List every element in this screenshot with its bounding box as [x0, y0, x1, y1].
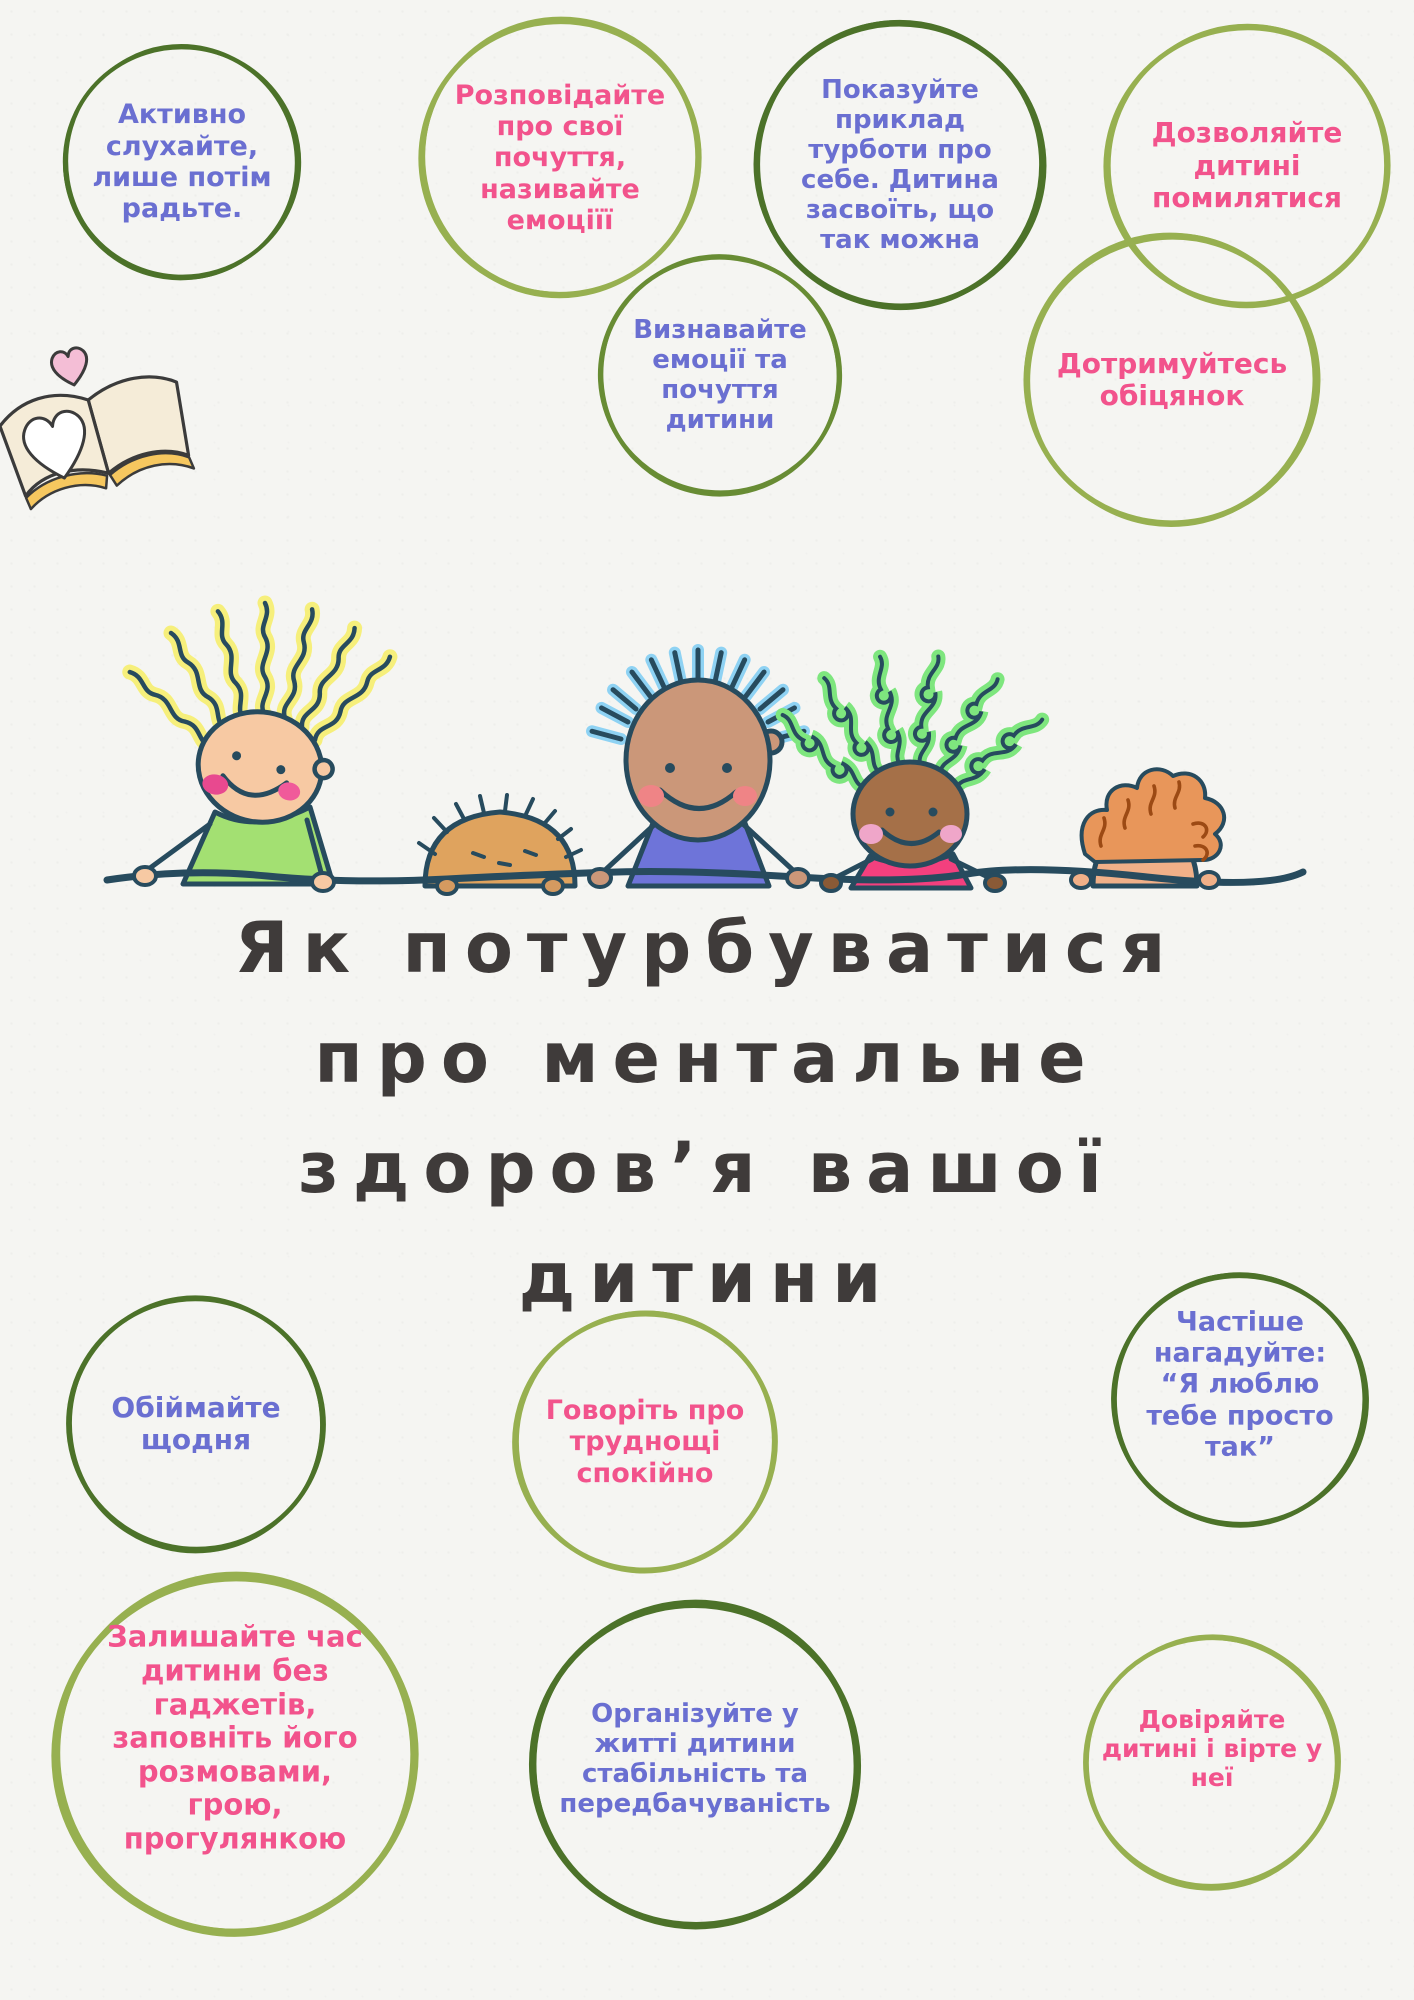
pink-heart	[49, 346, 92, 389]
tip-text: Частіше нагадуйте: “Я люблю тебе просто так”	[1146, 1306, 1334, 1463]
tip-circle-gadget-free-time	[47, 1567, 423, 1943]
tip-text: Залишайте час дитини без гаджетів, заповніть його розмовами, грою, прогулянкою	[107, 1619, 363, 1856]
tip-circle-acknowledge-emotions	[595, 250, 845, 500]
tip-circle-hug-daily	[63, 1291, 329, 1557]
child-blue-hair	[592, 650, 804, 886]
child-green-hair	[775, 655, 1044, 888]
tip-circle-trust-child	[1080, 1630, 1344, 1894]
tip-circle-talk-calmly	[509, 1306, 781, 1578]
tip-text: Обіймайте щодня	[111, 1390, 281, 1456]
tip-text: Дотримуйтесь обіцянок	[1056, 346, 1288, 412]
child-yellow-hair	[128, 603, 392, 884]
title-line: здоров’я вашої	[298, 1127, 1116, 1209]
open-book-with-hearts-illustration	[0, 338, 199, 533]
title-line: про ментальне	[314, 1017, 1100, 1099]
tip-circle-remind-love	[1108, 1268, 1372, 1532]
tip-text: Розповідайте про свої почуття, називайте емоціїї	[454, 79, 666, 236]
tip-circle-keep-promises	[1020, 228, 1324, 532]
poster-title	[0, 893, 1414, 1333]
title-line: Як потурбуватися	[234, 907, 1180, 989]
children-illustration	[95, 562, 1315, 902]
tip-text: Активно слухайте, лише потім радьте.	[92, 99, 272, 225]
child-orange-hair	[1082, 769, 1224, 886]
tip-text: Організуйте у житті дитини стабільність та передбачуваність	[559, 1698, 831, 1820]
tip-text: Визнавайте емоції та почуття дитини	[633, 314, 807, 436]
tip-text: Довіряйте дитині і вірте у неї	[1101, 1704, 1323, 1792]
tip-circle-active-listening	[60, 40, 304, 284]
tip-text: Дозволяйте дитині помилятися	[1151, 116, 1343, 215]
tip-text: Говоріть про труднощі спокійно	[545, 1395, 745, 1489]
tip-text: Показуйте приклад турботи про себе. Дитина засвоїть, що так можна	[801, 74, 999, 256]
tip-circle-stability-predictability	[525, 1595, 865, 1935]
title-line: дитини	[518, 1237, 896, 1319]
